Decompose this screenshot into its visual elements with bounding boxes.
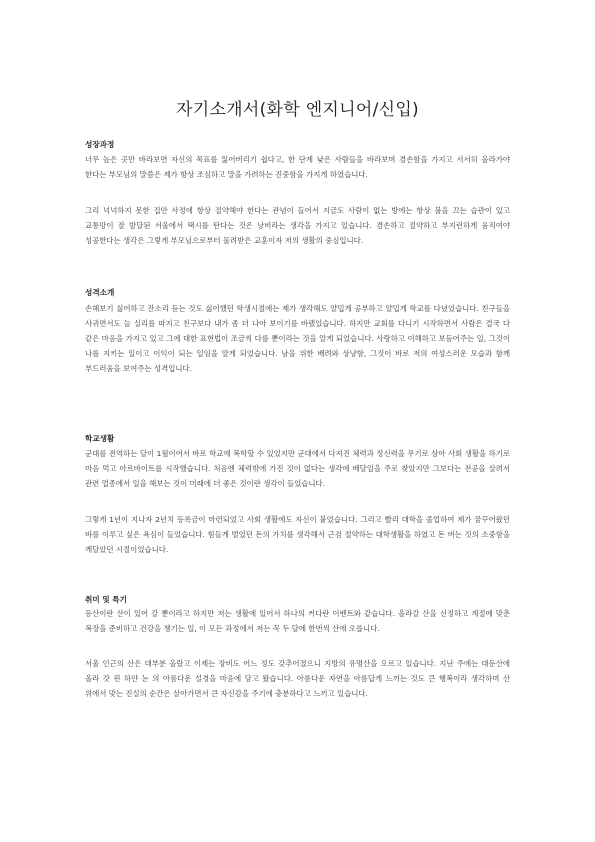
section-heading-personality: 성격소개	[85, 288, 115, 297]
paragraph: 그리 넉넉하지 못한 집안 사정에 항상 절약해야 한다는 관념이 들어서 지금도 사람이 없는 방에는 항상 불을 끄는 습관이 있고 교통망이 잘 발달된 서울에서 택시를 탄다는 것은 낭비라는 생각을 가지고 있습니다. 겸손하고 절약하고 부지런하게 움직여야 성공한다는 생각은 그렇게 부모님으로부터 물려받은 교훈이자 저의 생활의 중심입니다.	[85, 206, 510, 245]
section-heading-school-life: 학교생활	[85, 434, 115, 443]
paragraph: 서울 인근의 산은 대부분 올랐고 이제는 장비도 어느 정도 갖추어졌으니 지방의 유명산을 오르고 있습니다. 지난 주에는 대둔산에 올라 갓 핀 하얀 눈 의 아름다운 설경을 마음에 담고 왔습니다. 아름다운 자연을 아름답게 느끼는 것도 큰 행복이라 생각하며 산 위에서 맞는 진실의 순간은 살아가면서 큰 자신감을 주기에 충분하다고 느끼고 있습니다.	[85, 659, 510, 698]
paragraph: 너무 높은 곳만 바라보면 자신의 목표를 잃어버리기 쉽다고, 한 단계 낮은 사람들을 바라보며 겸손함을 가지고 서서히 올라가야 한다는 부모님의 말씀은 제가 항상 조심하고 말을 가려하는 진중함을 가지게 하였습니다.	[85, 155, 510, 179]
section-heading-growth: 성장과정	[85, 140, 115, 149]
paragraph: 그렇게 1년이 지나자 2년치 등록금이 마련되었고 사회 생활에도 자신이 붙었습니다. 그리고 빨리 대학을 졸업하여 제가 꿈꾸어왔던 바를 이루고 싶은 욕심이 들었습니다. 힘들게 벌었던 돈의 가치를 생각해서 근검 절약하는 대학생활을 하였고 돈 버는 것의 소중함을 깨달았던 시절이었습니다.	[85, 515, 510, 554]
section-heading-hobby-skill: 취미 및 특기	[85, 595, 127, 604]
paragraph: 군대를 전역하는 달이 1월이어서 바로 학교에 복학할 수 있었지만 군대에서 다져진 체력과 정신력을 무기로 삼아 사회 생활을 하기로 마음 먹고 아르바이트를 시작했습니다. 처음엔 체력밖에 가진 것이 없다는 생각에 배달일을 주로 찾았지만 그보다는 전공을 살려서 관련 업종에서 일을 해보는 것이 미래에 더 좋은 것이란 생각이 들었습니다.	[85, 449, 510, 488]
paragraph: 등산이란 산이 있어 갈 뿐이라고 하지만 저는 생활에 있어서 하나의 커다란 이벤트와 같습니다. 올라갈 산을 선정하고 계절에 맞춘 복장을 준비하고 건강을 챙기는 일, 이 모든 과정에서 저는 꼭 두 달에 한번씩 산에 오릅니다.	[85, 609, 510, 633]
paragraph: 손해보기 싫어하고 잔소리 듣는 것도 싫어했던 학생시절에는 제가 생각해도 얄밉게 공부하고 얄밉게 학교를 다녔었습니다. 친구들을 사귀면서도 늘 실리를 따지고 친구보다 내가 좀 더 나아 보이기를 바랬었습니다. 하지만 교회를 다니기 시작하면서 사람은 결국 다 같은 마음을 가지고 있고 그에 대한 표현법이 조금씩 다를 뿐이라는 것을 알게 되었습니다. 사랑하고 이해하고 보듬어주는 일, 그것이 나를 지키는 일이고 이익이 되는 일임을 알게 되었습니다. 남을 위한 배려와 상냥함, 그것이 바로 저의 여성스러운 모습과 함께 부드러움을 보여주는 성격입니다.	[85, 304, 510, 373]
document-title: 자기소개서(화학 엔지니어/신입)	[176, 100, 419, 120]
